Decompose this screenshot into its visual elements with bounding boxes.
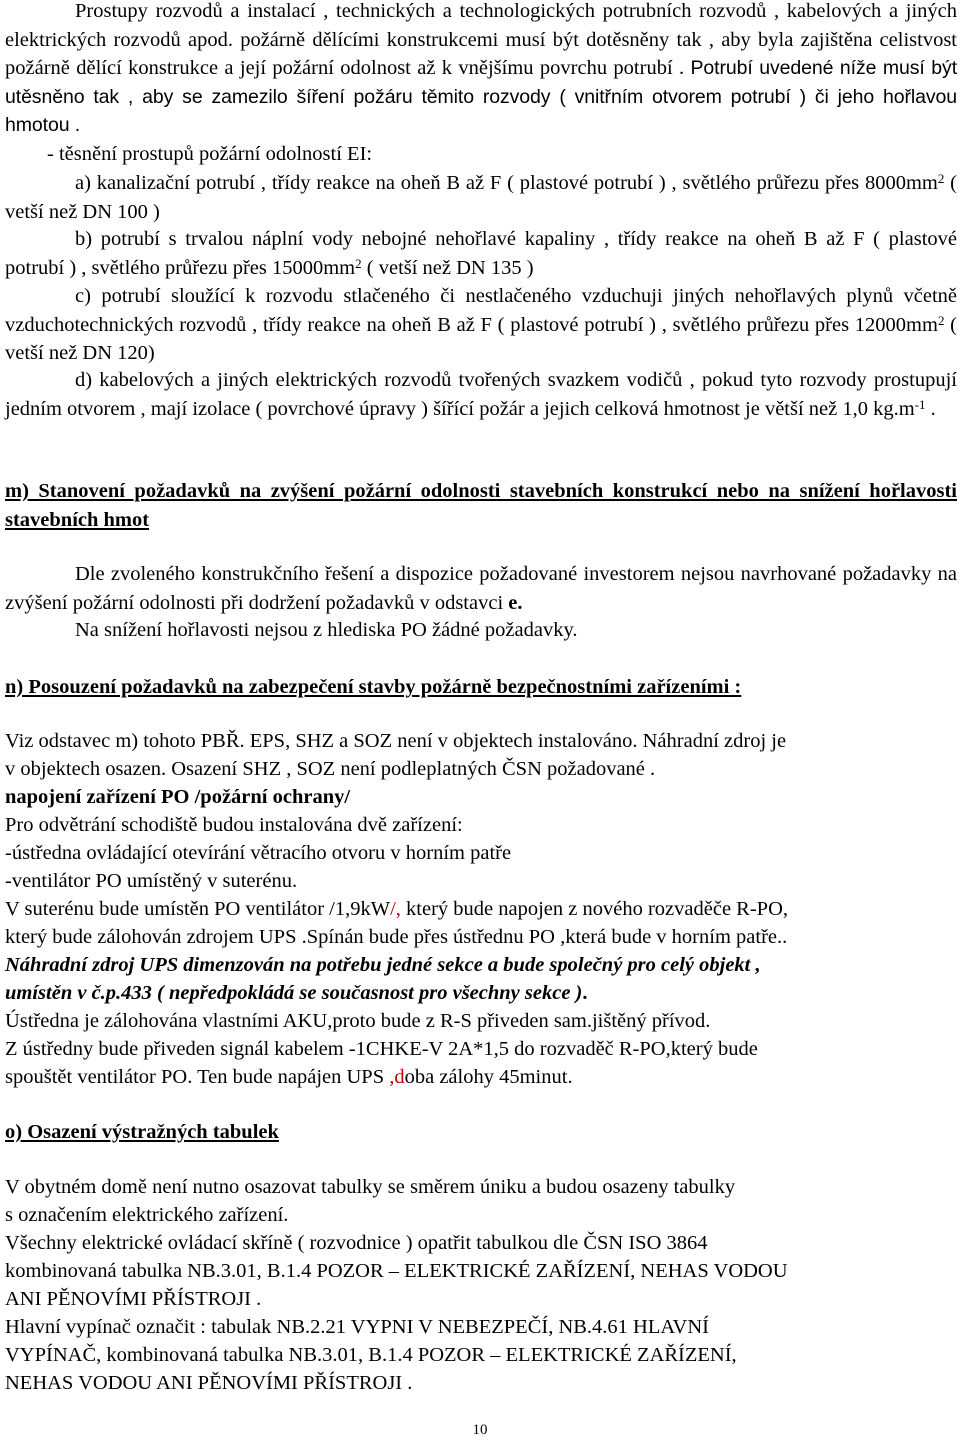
list-item-d: d) kabelových a jiných elektrických rozvodů tvořených svazkem vodičů , pokud tyto rozvody prostupují jedním otvorem , mají izolace ( povrchové úpravy ) šířící požár a jejich celková hmotnost je větší než 1,0 $kg.m^{-1}$ . <box>5 369 957 420</box>
section-o-line-8: NEHAS VODOU ANI PĚNOVÍMI PŘÍSTROJI . <box>5 1372 413 1394</box>
section-o-line-3: Všechny elektrické ovládací skříně ( rozvodnice ) opatřit tabulkou dle ČSN ISO 3864 <box>5 1232 708 1254</box>
section-o-heading: o) Osazení výstražných tabulek <box>5 1121 279 1143</box>
list-item-b: b) potrubí s trvalou náplní vody nebojné nehořlavé kapaliny , třídy reakce na oheň B až F ( plastové potrubí ) , světlého průřezu přes $15000mm^2$ ( vetší než DN 135 ) <box>5 228 957 279</box>
section-n-line-9: Náhradní zdroj UPS dimenzován na potřebu jedné sekce a bude společný pro celý objekt , <box>5 954 761 976</box>
section-n-line-1: Viz odstavec m) tohoto PBŘ. EPS, SHZ a SOZ není v objektech instalováno. Náhradní zdroj je <box>5 730 787 752</box>
section-o-line-5: ANI PĚNOVÍMI PŘÍSTROJI . <box>5 1288 262 1310</box>
section-n-heading: n) Posouzení požadavků na zabezpečení stavby požárně bezpečnostními zařízeními : <box>5 676 742 698</box>
section-n-line-13: spouštět ventilátor PO. Ten bude napájen UPS ,doba zálohy 45minut. <box>5 1066 573 1088</box>
section-n-line-8: který bude zálohován zdrojem UPS .Spínán bude přes ústřednu PO ,která bude v horním patře.. <box>5 926 788 948</box>
section-n-line-7: V suterénu bude umístěn PO ventilátor /1,9kW/, který bude napojen z nového rozvaděče R-PO, <box>5 898 788 920</box>
section-o-line-2: s označením elektrického zařízení. <box>5 1204 289 1226</box>
section-n-subheading: napojení zařízení PO /požární ochrany/ <box>5 786 351 808</box>
section-o-line-1: V obytném domě není nutno osazovat tabulky se směrem úniku a budou osazeny tabulky <box>5 1176 736 1198</box>
list-intro: - těsnění prostupů požární odolností EI: <box>47 143 373 165</box>
section-n-line-11: Ústředna je zálohována vlastními AKU,proto bude z R-S přiveden sam.jištěný přívod. <box>5 1010 711 1032</box>
section-o-line-4: kombinovaná tabulka NB.3.01, B.1.4 POZOR – ELEKTRICKÉ ZAŘÍZENÍ, NEHAS VODOU <box>5 1260 788 1282</box>
intro-paragraph <box>5 0 957 140</box>
section-n-line-6: -ventilátor PO umístěný v suterénu. <box>5 870 298 892</box>
page-number: 10 <box>472 1422 488 1438</box>
section-m-heading: m) Stanovení požadavků na zvýšení požární odolnosti stavebních konstrukcí nebo na snížení hořlavosti stavebních hmot <box>5 480 957 531</box>
section-n-line-12: Z ústředny bude přiveden signál kabelem -1CHKE-V 2A*1,5 do rozvaděč R-PO,který bude <box>5 1038 758 1060</box>
section-m-paragraph-2: Na snížení hořlavosti nejsou z hlediska PO žádné požadavky. <box>75 619 578 641</box>
intro-text-sans: Potrubí uvedené níže musí být utěsněno tak , aby se zamezilo šíření požáru těmito rozvody ( vnitřním otvorem potrubí ) či jeho hořlavou hmotou . <box>5 57 958 136</box>
section-n-line-2: v objektech osazen. Osazení SHZ , SOZ není podleplatných ČSN požadované . <box>5 758 656 780</box>
intro-text: Prostupy rozvodů a instalací , technických a technologických potrubních rozvodů , kabelových a jiných elektrických rozvodů apod. požárně dělícími konstrukcemi musí být dotěsněny tak , aby byla zajištěna celistvost požárně dělící konstrukce a její požární odolnost až k vnějšímu povrchu potrubí . <box>5 0 957 79</box>
section-o-line-7: VYPÍNAČ, kombinovaná tabulka NB.3.01, B.1.4 POZOR – ELEKTRICKÉ ZAŘÍZENÍ, <box>5 1344 737 1366</box>
list-item-c: c) potrubí sloužící k rozvodu stlačeného či nestlačeného vzduchuji jiných nehořlavých plynů včetně vzduchotechnických rozvodů , třídy reakce na oheň B až F ( plastové potrubí ) , světlého průřezu přes $12000mm^2$ ( vetší než DN 120) <box>5 285 957 364</box>
section-m-paragraph: Dle zvoleného konstrukčního řešení a dispozice požadované investorem nejsou navrhované požadavky na zvýšení požární odolnosti při dodržení požadavků v odstavci e. <box>5 563 957 614</box>
list-item-a: a) kanalizační potrubí , třídy reakce na oheň B až F ( plastové potrubí ) , světlého průřezu přes $8000mm^2$ ( vetší než DN 100 ) <box>5 171 957 223</box>
section-o-line-6: Hlavní vypínač označit : tabulak NB.2.21 VYPNI V NEBEZPEČÍ, NB.4.61 HLAVNÍ <box>5 1316 709 1338</box>
section-n-line-10: umístěn v č.p.433 ( nepředpokládá se současnost pro všechny sekce ). <box>5 982 588 1004</box>
section-n-line-5: -ústředna ovládající otevírání větracího otvoru v horním patře <box>5 842 512 864</box>
section-n-line-4: Pro odvětrání schodiště budou instalována dvě zařízení: <box>5 814 463 836</box>
